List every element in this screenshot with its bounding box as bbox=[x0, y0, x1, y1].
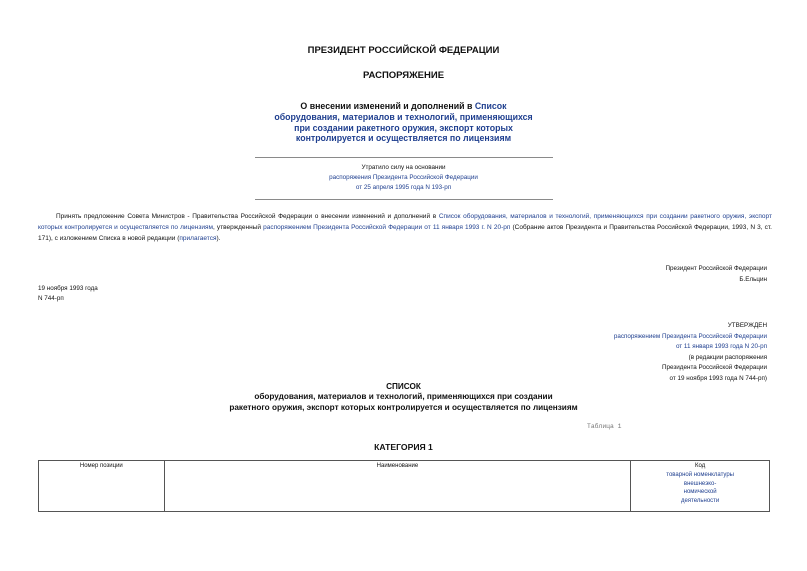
date-line: 19 ноября 1993 года bbox=[38, 285, 98, 292]
col-code-link-3[interactable]: номической bbox=[683, 489, 717, 496]
approval-line-4: (в редакции распоряжения bbox=[688, 353, 767, 361]
document-title bbox=[0, 101, 807, 144]
signature-name: Б.Ельцин bbox=[739, 276, 767, 283]
header-order: РАСПОРЯЖЕНИЕ bbox=[362, 70, 445, 81]
title-line-1 bbox=[0, 101, 807, 112]
divider-bottom bbox=[255, 199, 553, 200]
list-title-line-3: ракетного оружия, экспорт которых контролируется и осуществляется по лицензиям bbox=[229, 402, 578, 412]
col-position-number: Номер позиции bbox=[39, 461, 165, 512]
title-line-4[interactable]: контролируется и осуществляется по лицензиям bbox=[295, 133, 512, 144]
para-link-attached[interactable]: прилагается bbox=[179, 235, 217, 242]
approval-block bbox=[614, 321, 767, 384]
list-title bbox=[0, 382, 807, 413]
date-block bbox=[38, 284, 98, 304]
para-text-3: (Собрание актов Президента и Правительства Российской Федерации, 1993, N 3, ст. 171), с изложением Списка в новой редакции ( bbox=[38, 224, 772, 242]
approval-link-1[interactable]: распоряжением Президента Российской Федерации bbox=[613, 332, 767, 340]
approval-line-6: от 19 ноября 1993 года N 744-рп) bbox=[669, 374, 767, 382]
title-list-link[interactable]: Список bbox=[474, 101, 507, 111]
title-line-2[interactable]: оборудования, материалов и технологий, применяющихся bbox=[274, 111, 533, 122]
signature-title: Президент Российской Федерации bbox=[665, 265, 767, 272]
approval-heading: УТВЕРЖДЕН bbox=[727, 322, 767, 329]
signature-block bbox=[665, 263, 767, 285]
divider-top bbox=[255, 157, 553, 158]
category-table bbox=[38, 460, 770, 512]
table-header-row bbox=[39, 461, 770, 512]
title-prefix: О внесении изменений и дополнений в bbox=[300, 101, 475, 111]
col-code-link-4[interactable]: деятельности bbox=[680, 498, 720, 505]
title-line-3[interactable]: при создании ракетного оружия, экспорт которых bbox=[294, 122, 513, 133]
repeal-note-line-1: Утратило силу на основании bbox=[361, 164, 446, 171]
order-number: N 744-рп bbox=[38, 295, 64, 302]
list-title-line-1: СПИСОК bbox=[386, 382, 421, 391]
para-link-order[interactable]: распоряжением Президента Российской Федерации от 11 января 1993 г. N 20-рп bbox=[263, 224, 511, 231]
table-label: Таблица 1 bbox=[587, 423, 622, 430]
para-text-4: ). bbox=[216, 235, 221, 242]
col-name: Наименование bbox=[164, 461, 631, 512]
para-text-1: Принять предложение Совета Министров - Правительства Российской Федерации о внесении изменений и дополнений в bbox=[56, 213, 439, 220]
category-heading: КАТЕГОРИЯ 1 bbox=[374, 442, 433, 452]
repeal-note bbox=[0, 163, 807, 193]
col-code bbox=[631, 461, 770, 512]
repeal-note-link-2[interactable]: от 25 апреля 1995 года N 193-рп bbox=[355, 184, 452, 191]
para-text-2: , утвержденный bbox=[212, 224, 264, 231]
para-link-list[interactable]: Список оборудования, материалов и технологий, применяющихся при создании ракетного оружия, экспорт которых контролируется и осуществляется по лицензиям bbox=[38, 213, 772, 231]
col-code-label: Код bbox=[695, 463, 706, 469]
list-title-line-2: оборудования, материалов и технологий, применяющихся при создании bbox=[254, 392, 553, 402]
col-code-link-2[interactable]: внешнеэко- bbox=[683, 480, 717, 487]
header-president: ПРЕЗИДЕНТ РОССИЙСКОЙ ФЕДЕРАЦИИ bbox=[307, 45, 500, 56]
main-paragraph bbox=[38, 211, 772, 244]
approval-line-5: Президента Российской Федерации bbox=[662, 364, 767, 371]
repeal-note-link-1[interactable]: распоряжения Президента Российской Федерации bbox=[329, 174, 478, 181]
approval-link-2[interactable]: от 11 января 1993 года N 20-рп bbox=[675, 343, 767, 350]
col-code-link-1[interactable]: товарной номенклатуры bbox=[666, 471, 734, 478]
